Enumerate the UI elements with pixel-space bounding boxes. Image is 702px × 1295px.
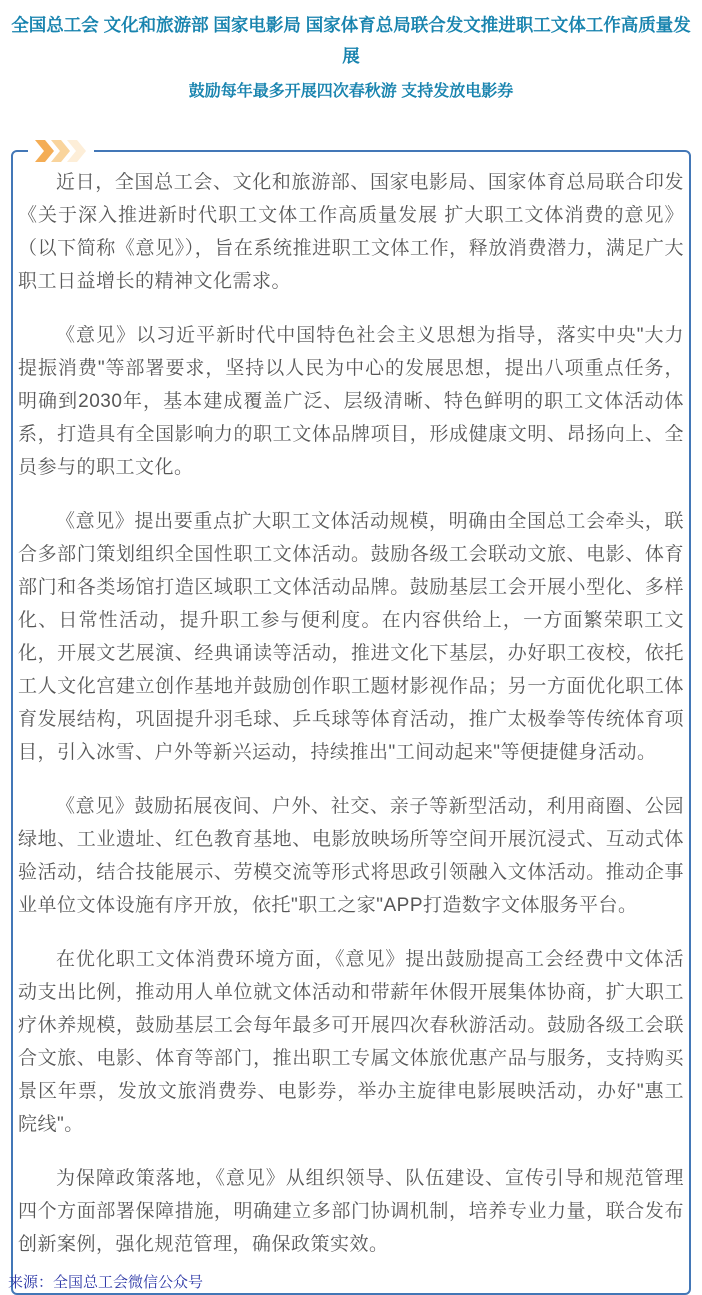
article-header [0, 0, 702, 103]
article-paragraph: 《意见》鼓励拓展夜间、户外、社交、亲子等新型活动，利用商圈、公园绿地、工业遗址、红色教育基地、电影放映场所等空间开展沉浸式、互动式体验活动，结合技能展示、劳模交流等形式将思政引领融入文体活动。推动企事业单位文体设施有序开放，依托"职工之家"APP打造数字文体服务平台。 [18, 796, 684, 916]
article-paragraph: 《意见》以习近平新时代中国特色社会主义思想为指导，落实中央"大力提振消费"等部署要求，坚持以人民为中心的发展思想，提出八项重点任务，明确到2030年，基本建成覆盖广泛、层级清晰、特色鲜明的职工文体活动体系，打造具有全国影响力的职工文体品牌项目，形成健康文明、昂扬向上、全员参与的职工文化。 [18, 325, 684, 478]
article-paragraph: 为保障政策落地，《意见》从组织领导、队伍建设、宣传引导和规范管理四个方面部署保障措施，明确建立多部门协调机制，培养专业力量，联合发布创新案例，强化规范管理，确保政策实效。 [18, 1168, 684, 1255]
article-paragraph: 在优化职工文体消费环境方面，《意见》提出鼓励提高工会经费中文体活动支出比例，推动用人单位就文体活动和带薪年休假开展集体协商，扩大职工疗休养规模，鼓励基层工会每年最多可开展四次春秋游活动。鼓励各级工会联合文旅、电影、体育等部门，推出职工专属文体旅优惠产品与服务，支持购买景区年票，发放文旅消费券、电影券，举办主旋律电影展映活动，办好"惠工院线"。 [18, 949, 684, 1135]
source-attribution: 来源：全国总工会微信公众号 [8, 1274, 204, 1291]
article-content-box [11, 150, 691, 1295]
article-body [18, 166, 684, 1261]
article-subtitle: 鼓励每年最多开展四次春秋游 支持发放电影券 [188, 83, 514, 100]
double-chevron-right-icon [28, 139, 94, 163]
article-paragraph: 《意见》提出要重点扩大职工文体活动规模，明确由全国总工会牵头，联合多部门策划组织全国性职工文体活动。鼓励各级工会联动文旅、电影、体育部门和各类场馆打造区域职工文体活动品牌。鼓励基层工会开展小型化、多样化、日常性活动，提升职工参与便利度。在内容供给上，一方面繁荣职工文化，开展文艺展演、经典诵读等活动，推进文化下基层，办好职工夜校，依托工人文化宫建立创作基地并鼓励创作职工题材影视作品；另一方面优化职工体育发展结构，巩固提升羽毛球、乒乓球等体育活动，推广太极拳等传统体育项目，引入冰雪、户外等新兴运动，持续推出"工间动起来"等便捷健身活动。 [18, 511, 684, 763]
article-paragraph: 近日，全国总工会、文化和旅游部、国家电影局、国家体育总局联合印发《关于深入推进新时代职工文体工作高质量发展 扩大职工文体消费的意见》（以下简称《意见》），旨在系统推进职工文体工作，释放消费潜力，满足广大职工日益增长的精神文化需求。 [18, 172, 684, 292]
article-title: 全国总工会 文化和旅游部 国家电影局 国家体育总局联合发文推进职工文体工作高质量发展 [11, 15, 691, 66]
